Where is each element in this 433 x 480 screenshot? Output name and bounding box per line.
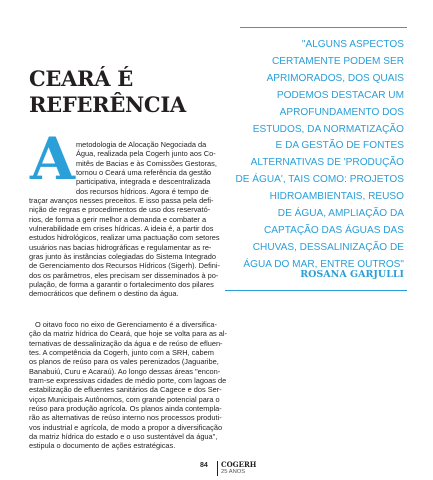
text-line: vulnerabilidade em crises hídricas. A ideia é, a partir dos bbox=[29, 224, 214, 234]
text-line: metodologia de Alocação Negociada da bbox=[76, 140, 207, 149]
text-line: nição de regras e procedimentos de uso dos reservató- bbox=[29, 205, 211, 215]
pullquote-line: ALTERNATIVAS DE 'PRODUÇÃO bbox=[250, 157, 404, 169]
pullquote-line: CHUVAS, DESSALINIZAÇÃO DE bbox=[252, 241, 404, 253]
pullquote-line: PODEMOS DESTACAR UM bbox=[276, 89, 404, 101]
text-line: ternativas de dessalinização da água e de reúso de efluen- bbox=[29, 338, 223, 348]
pullquote-line: HIDROAMBIENTAIS, REUSO bbox=[269, 191, 404, 203]
pullquote-line: ÁGUA DO MAR, ENTRE OUTROS" bbox=[243, 258, 404, 270]
text-line: rios, de forma a gerir melhor a demanda e combater a bbox=[29, 214, 207, 224]
text-line: dos recursos hídricos. Agora é tempo de bbox=[76, 186, 209, 196]
pullquote-line: APRIMORADOS, DOS QUAIS bbox=[266, 72, 404, 84]
page-number: 84 bbox=[200, 462, 208, 469]
pullquote-line: CERTAMENTE PODEM SER bbox=[272, 55, 404, 67]
text-line: ção da matriz hídrica do Ceará, que hoje se volta para as al- bbox=[29, 329, 228, 339]
text-line: vos industrial e agrícola, de modo a propor a diversificação bbox=[29, 422, 223, 432]
text-line: estudos hidrológicos, realizar uma pactuação com setores bbox=[29, 233, 220, 243]
paragraph-1-wrapped bbox=[76, 140, 217, 196]
pullquote-line: APROFUNDAMENTO DOS bbox=[279, 106, 404, 118]
pullquote-author: ROSANA GARJULLI bbox=[300, 269, 404, 280]
footer-subtitle: 25 ANOS bbox=[221, 469, 246, 475]
text-line: estipula o documento de ações estratégicas. bbox=[29, 441, 176, 451]
drop-cap: A bbox=[30, 125, 76, 193]
text-line: mitês de Bacias e às Comissões Gestoras, bbox=[76, 158, 217, 168]
title-line-2: REFERÊNCIA bbox=[29, 92, 186, 117]
text-line: de Gerenciamento dos Recursos Hídricos (Sigerh). Defini- bbox=[29, 261, 221, 271]
text-line: viços Municipais Autônomos, com grande potencial para o bbox=[29, 394, 220, 404]
pullquote-line: DE ÁGUA, AMPLIAÇÃO DA bbox=[277, 208, 404, 220]
text-line: traçar avanços nesses preceitos. E isso passa pela defi- bbox=[29, 196, 214, 205]
text-line: rão as alternativas de reúso interno nos processos produti- bbox=[29, 413, 222, 423]
text-line: gras junto às instâncias colegiadas do Sistema Integrado bbox=[29, 252, 216, 262]
text-line: estabilização de efluentes sanitários da Cagece e dos Ser- bbox=[29, 385, 222, 395]
text-line: usuários nas bacias hidrográficas e regulamentar as re- bbox=[29, 242, 212, 252]
text-line: da matriz hídrica do estado e o uso sustentável da água", bbox=[29, 432, 218, 442]
pullquote-line: CAPTAÇÃO DAS ÁGUAS DAS bbox=[263, 224, 404, 236]
pullquote-bottom-rule bbox=[225, 290, 407, 291]
footer-divider bbox=[217, 461, 218, 476]
text-line: pulação, de forma a garantir o fortalecimento dos pilares bbox=[29, 280, 214, 290]
pullquote-line: E DA GESTÃO DE FONTES bbox=[275, 140, 404, 152]
title-line-1: CEARÁ É bbox=[29, 66, 133, 91]
text-line: tornou o Ceará uma referência da gestão bbox=[76, 168, 212, 178]
text-line: Água, realizada pela Cogerh junto aos Co- bbox=[76, 149, 216, 159]
text-line: dos os parâmetros, eles precisam ser disseminados à po- bbox=[29, 270, 219, 280]
paragraph-1-continued bbox=[29, 196, 220, 299]
pullquote-top-rule bbox=[240, 27, 407, 28]
text-line: tes. A competência da Cogerh, junto com a SRH, cabem bbox=[29, 348, 214, 358]
text-line: O oitavo foco no eixo de Gerenciamento é a diversifica- bbox=[35, 320, 217, 329]
pullquote-line: "ALGUNS ASPECTOS bbox=[301, 39, 404, 50]
text-line: Banabuiú, Curu e Acaraú). Ao longo dessas áreas "encon- bbox=[29, 366, 221, 376]
text-line: participativa, integrada e descentralizada bbox=[76, 177, 211, 187]
text-line: reúso para produção agrícola. Os planos ainda contempla- bbox=[29, 404, 222, 414]
article-title bbox=[29, 66, 186, 118]
pullquote bbox=[235, 37, 404, 274]
text-line: tram-se expressivas cidades de médio porte, com lagoas de bbox=[29, 376, 227, 386]
pullquote-line: ESTUDOS, DA NORMATIZAÇÃO bbox=[252, 123, 404, 135]
footer-brand: COGERH bbox=[221, 460, 257, 469]
text-line: os planos de reúso para os vales perenizados (Jaguaribe, bbox=[29, 357, 219, 367]
paragraph-2 bbox=[29, 320, 227, 451]
pullquote-line: DE ÁGUA', TAIS COMO: PROJETOS bbox=[235, 174, 404, 186]
text-line: democráticos que definem o destino da água. bbox=[29, 289, 179, 299]
